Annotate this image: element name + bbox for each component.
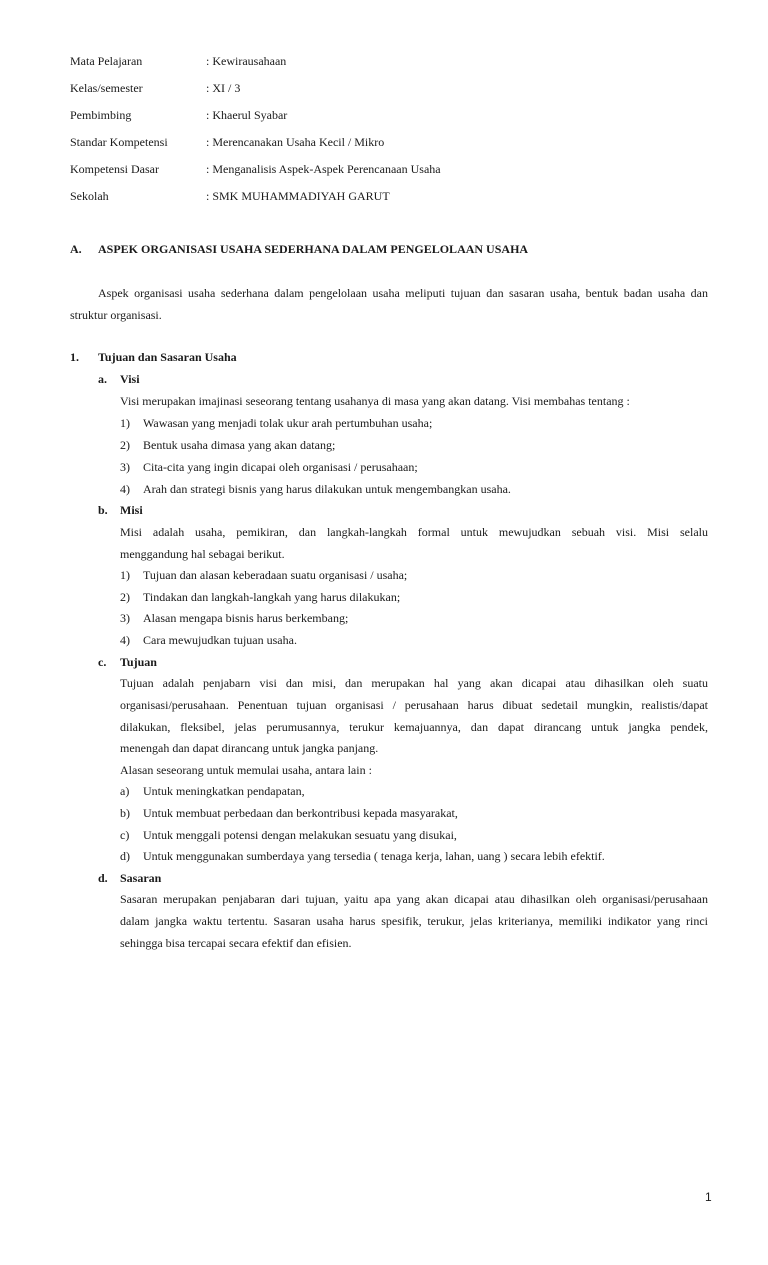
misi-marker: b.: [98, 503, 108, 517]
meta-value: : Kewirausahaan: [206, 54, 287, 68]
list-item-number: 4): [120, 482, 130, 496]
list-item-number: 3): [120, 611, 130, 625]
meta-value: : Khaerul Syabar: [206, 108, 288, 122]
list-item-number: 1): [120, 416, 130, 430]
list-item: Untuk menggunakan sumberdaya yang tersedia ( tenaga kerja, lahan, uang ) secara lebih efektif.: [143, 849, 605, 863]
meta-label: Kompetensi Dasar: [70, 162, 159, 176]
meta-value: : Menganalisis Aspek-Aspek Perencanaan Usaha: [206, 162, 441, 176]
meta-value: : SMK MUHAMMADIYAH GARUT: [206, 189, 390, 203]
tujuan-title: Tujuan: [120, 655, 157, 669]
list-item: Alasan mengapa bisnis harus berkembang;: [143, 611, 349, 625]
misi-line1: Misi adalah usaha, pemikiran, dan langkah-langkah formal untuk mewujudkan sebuah visi. Misi selalu: [120, 525, 708, 539]
list-item-number: b): [120, 806, 130, 820]
visi-marker: a.: [98, 372, 107, 386]
section-a-marker: A.: [70, 242, 82, 256]
section-a-intro-line2: struktur organisasi.: [70, 308, 162, 322]
list-item: Untuk meningkatkan pendapatan,: [143, 784, 305, 798]
tujuan-line5: Alasan seseorang untuk memulai usaha, antara lain :: [120, 763, 372, 777]
tujuan-line3: dilakukan, fleksibel, jelas perumusannya, terukur kemajuannya, dan dapat dirancang untuk jangka pendek,: [120, 720, 708, 734]
list-item: Cita-cita yang ingin dicapai oleh organisasi / perusahaan;: [143, 460, 418, 474]
sasaran-line3: sehingga bisa tercapai secara efektif dan efisien.: [120, 936, 352, 950]
section-a-title: ASPEK ORGANISASI USAHA SEDERHANA DALAM PENGELOLAAN USAHA: [98, 242, 529, 256]
page-number: 1: [705, 1190, 712, 1204]
meta-value: : XI / 3: [206, 81, 241, 95]
tujuan-line1: Tujuan adalah penjabarn visi dan misi, dan merupakan hal yang akan dicapai atau dihasilkan oleh suatu: [120, 676, 708, 690]
sasaran-line1: Sasaran merupakan penjabaran dari tujuan, yaitu apa yang akan dicapai atau dihasilkan oleh organisasi/perusahaan: [120, 892, 708, 906]
list-item-number: 2): [120, 438, 130, 452]
sasaran-line2: dalam jangka waktu tertentu. Sasaran usaha harus spesifik, terukur, jelas kriterianya, memiliki indikator yang rinci: [120, 914, 708, 928]
list-item-number: a): [120, 784, 130, 798]
meta-value: : Merencanakan Usaha Kecil / Mikro: [206, 135, 385, 149]
meta-label: Standar Kompetensi: [70, 135, 168, 149]
section-a-intro-line1: Aspek organisasi usaha sederhana dalam pengelolaan usaha meliputi tujuan dan sasaran usaha, bentuk badan usaha dan: [98, 286, 708, 300]
list-item-number: 4): [120, 633, 130, 647]
tujuan-marker: c.: [98, 655, 107, 669]
list-item: Cara mewujudkan tujuan usaha.: [143, 633, 297, 647]
meta-label: Kelas/semester: [70, 81, 143, 95]
meta-label: Mata Pelajaran: [70, 54, 143, 68]
list-item-number: d): [120, 849, 130, 863]
list-item-number: 3): [120, 460, 130, 474]
meta-label: Pembimbing: [70, 108, 132, 122]
list-item: Tujuan dan alasan keberadaan suatu organisasi / usaha;: [143, 568, 408, 582]
subsection-1-title: Tujuan dan Sasaran Usaha: [98, 350, 237, 364]
misi-title: Misi: [120, 503, 143, 517]
list-item-number: c): [120, 828, 130, 842]
list-item: Tindakan dan langkah-langkah yang harus dilakukan;: [143, 590, 401, 604]
list-item: Untuk menggali potensi dengan melakukan sesuatu yang disukai,: [143, 828, 457, 842]
tujuan-line2: organisasi/perusahaan. Penentuan tujuan organisasi / perusahaan harus dibuat sedetail mungkin, realistis/dapat: [120, 698, 708, 712]
list-item: Arah dan strategi bisnis yang harus dilakukan untuk mengembangkan usaha.: [143, 482, 511, 496]
subsection-1-marker: 1.: [70, 350, 79, 364]
meta-label: Sekolah: [70, 189, 109, 203]
list-item: Untuk membuat perbedaan dan berkontribusi kepada masyarakat,: [143, 806, 458, 820]
visi-title: Visi: [120, 372, 140, 386]
list-item-number: 2): [120, 590, 130, 604]
tujuan-line4: menengah dan dapat dirancang untuk jangka panjang.: [120, 741, 379, 755]
misi-line2: menggandung hal sebagai berikut.: [120, 547, 285, 561]
visi-line1: Visi merupakan imajinasi seseorang tentang usahanya di masa yang akan datang. Visi membahas tentang :: [120, 394, 630, 408]
sasaran-title: Sasaran: [120, 871, 162, 885]
list-item-number: 1): [120, 568, 130, 582]
list-item: Wawasan yang menjadi tolak ukur arah pertumbuhan usaha;: [143, 416, 433, 430]
list-item: Bentuk usaha dimasa yang akan datang;: [143, 438, 336, 452]
sasaran-marker: d.: [98, 871, 108, 885]
